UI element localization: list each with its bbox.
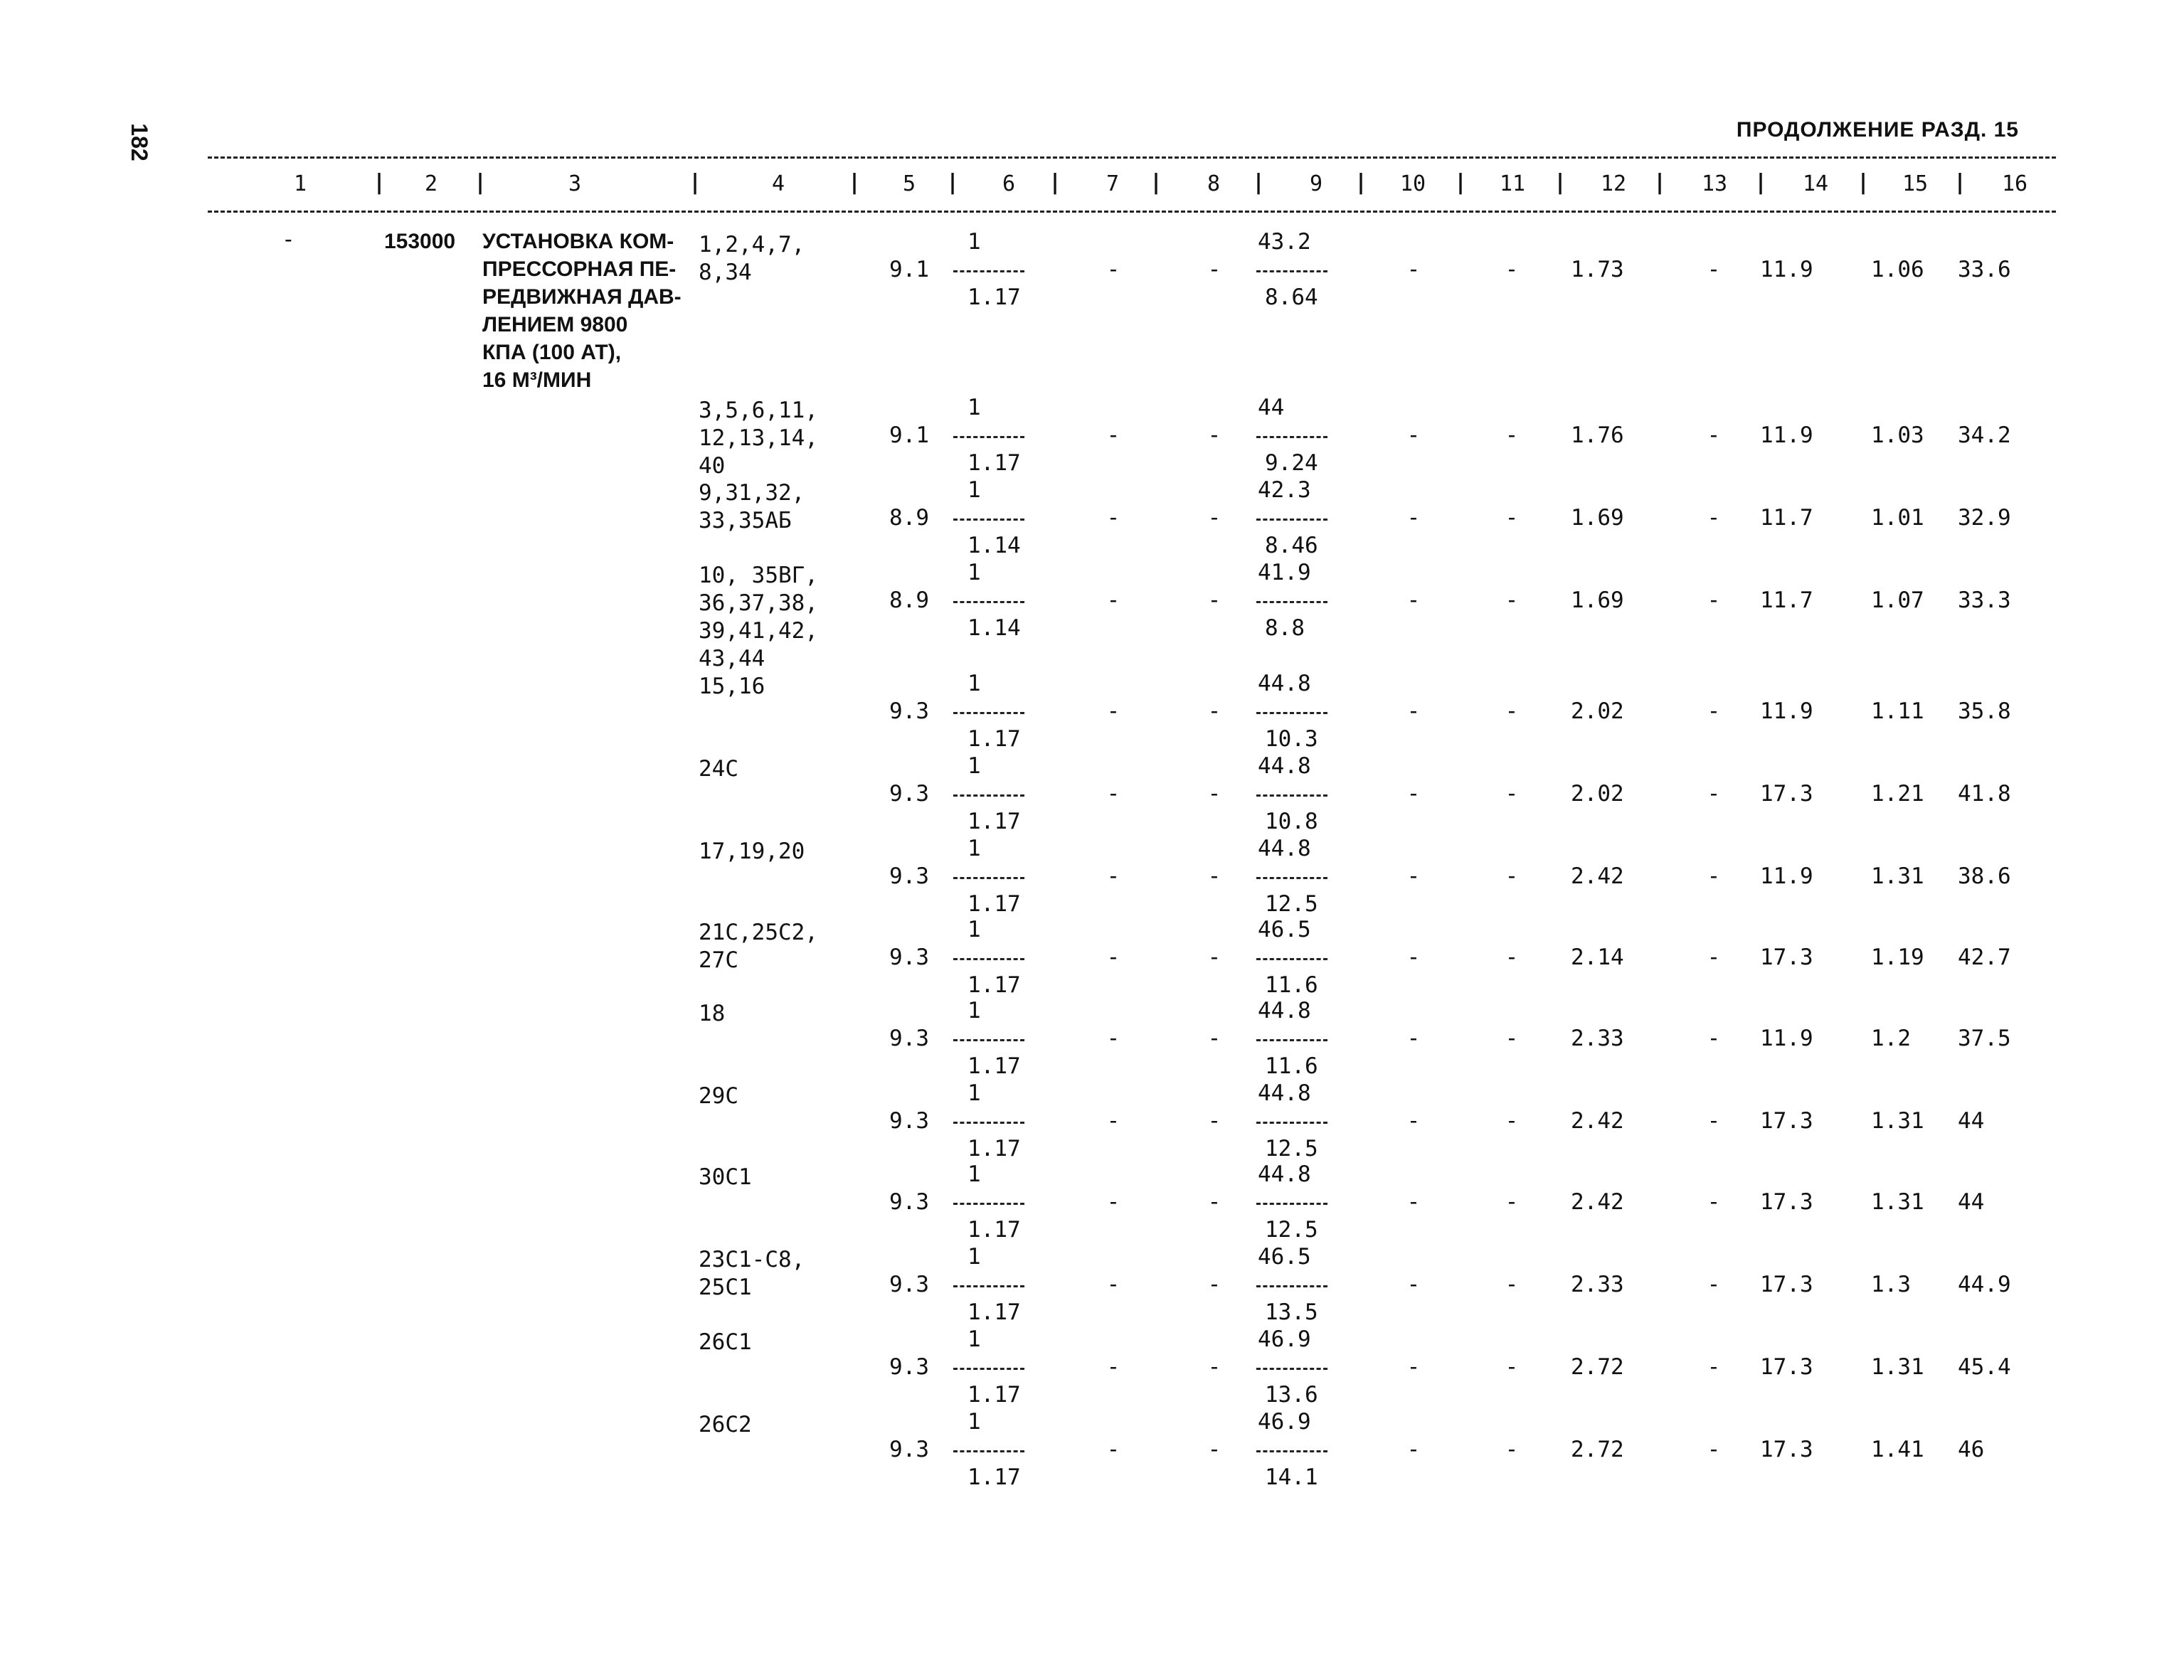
- cell-col10: -: [1406, 505, 1421, 531]
- cell-col10: -: [1406, 1026, 1421, 1051]
- cell-col11: -: [1505, 1108, 1519, 1134]
- cell-col11: -: [1505, 945, 1519, 970]
- cell-col6-numerator: 1: [968, 1327, 981, 1352]
- cell-col8: -: [1207, 1437, 1221, 1462]
- cell-col10: -: [1406, 588, 1421, 613]
- cell-col10: -: [1406, 1189, 1421, 1215]
- cell-col6-numerator: 1: [968, 836, 981, 861]
- cell-col9-denominator: 11.6: [1265, 972, 1318, 998]
- column-separator: |: [1954, 170, 1967, 195]
- cell-col13: -: [1707, 505, 1721, 531]
- cell-col14: 17.3: [1760, 1189, 1813, 1215]
- item-col1: -: [282, 227, 295, 252]
- cell-col5: 9.3: [889, 863, 929, 889]
- cell-col6-numerator: 1: [968, 395, 981, 420]
- cell-col11: -: [1505, 422, 1519, 448]
- fraction-line: [953, 436, 1024, 438]
- cell-col16: 33.3: [1958, 588, 2011, 613]
- column-separator: |: [1355, 170, 1368, 195]
- cell-col16: 42.7: [1958, 945, 2011, 970]
- cell-col8: -: [1207, 505, 1221, 531]
- cell-col5: 8.9: [889, 505, 929, 531]
- column-number-15: 15: [1902, 171, 1929, 196]
- cell-col14: 11.7: [1760, 505, 1813, 531]
- fraction-line: [1256, 794, 1327, 797]
- cell-col8: -: [1207, 781, 1221, 807]
- header-top-rule: [208, 156, 2056, 159]
- column-separator: |: [474, 170, 487, 195]
- cell-col9-denominator: 8.64: [1265, 285, 1318, 310]
- cell-col6-numerator: 1: [968, 753, 981, 779]
- cell-col6-denominator: 1.17: [968, 450, 1021, 476]
- cell-col9-numerator: 44.8: [1258, 836, 1311, 861]
- cell-col11: -: [1505, 781, 1519, 807]
- cell-col13: -: [1707, 1108, 1721, 1134]
- cell-col5: 9.1: [889, 422, 929, 448]
- cell-col9-numerator: 44: [1258, 395, 1285, 420]
- cell-col10: -: [1406, 1108, 1421, 1134]
- cell-col13: -: [1707, 1437, 1721, 1462]
- cell-col11: -: [1505, 505, 1519, 531]
- cell-col5: 9.3: [889, 1108, 929, 1134]
- cell-col16: 46: [1958, 1437, 1985, 1462]
- cell-col11: -: [1505, 1272, 1519, 1297]
- item-name-line: ЛЕНИЕМ 9800: [482, 313, 628, 336]
- cell-col7: -: [1106, 781, 1120, 807]
- cell-col7: -: [1106, 945, 1120, 970]
- fraction-line: [1256, 519, 1327, 521]
- row-label: 3,5,6,11,: [699, 398, 818, 423]
- cell-col10: -: [1406, 945, 1421, 970]
- fraction-line: [1256, 601, 1327, 603]
- cell-col15: 1.21: [1871, 781, 1924, 807]
- cell-col14: 17.3: [1760, 781, 1813, 807]
- cell-col15: 1.31: [1871, 1189, 1924, 1215]
- cell-col6-denominator: 1.17: [968, 1299, 1021, 1325]
- cell-col15: 1.11: [1871, 698, 1924, 724]
- cell-col7: -: [1106, 1026, 1120, 1051]
- cell-col10: -: [1406, 781, 1421, 807]
- cell-col16: 44: [1958, 1108, 1985, 1134]
- cell-col9-denominator: 12.5: [1265, 891, 1318, 917]
- cell-col6-denominator: 1.17: [968, 1136, 1021, 1161]
- cell-col12: 1.69: [1571, 505, 1624, 531]
- cell-col14: 11.7: [1760, 588, 1813, 613]
- cell-col8: -: [1207, 588, 1221, 613]
- row-label: 36,37,38,: [699, 590, 818, 616]
- column-separator: |: [373, 170, 386, 195]
- cell-col8: -: [1207, 1026, 1221, 1051]
- row-label: 25С1: [699, 1275, 752, 1300]
- cell-col14: 17.3: [1760, 945, 1813, 970]
- cell-col15: 1.3: [1871, 1272, 1911, 1297]
- cell-col9-numerator: 46.5: [1258, 1244, 1311, 1270]
- column-number-4: 4: [771, 171, 785, 196]
- cell-col9-numerator: 43.2: [1258, 229, 1311, 255]
- cell-col7: -: [1106, 863, 1120, 889]
- cell-col16: 37.5: [1958, 1026, 2011, 1051]
- cell-col14: 11.9: [1760, 698, 1813, 724]
- cell-col16: 44: [1958, 1189, 1985, 1215]
- cell-col9-numerator: 44.8: [1258, 998, 1311, 1024]
- cell-col13: -: [1707, 422, 1721, 448]
- row-label: 1,2,4,7,: [699, 232, 805, 257]
- cell-col9-denominator: 10.8: [1265, 809, 1318, 834]
- row-label: 15,16: [699, 674, 765, 699]
- cell-col6-denominator: 1.17: [968, 1464, 1021, 1490]
- cell-col7: -: [1106, 505, 1120, 531]
- fraction-line: [953, 712, 1024, 714]
- fraction-line: [953, 1450, 1024, 1452]
- cell-col6-numerator: 1: [968, 917, 981, 942]
- cell-col13: -: [1707, 1189, 1721, 1215]
- fraction-line: [1256, 877, 1327, 879]
- column-number-3: 3: [568, 171, 582, 196]
- row-label: 30С1: [699, 1164, 752, 1190]
- cell-col15: 1.03: [1871, 422, 1924, 448]
- cell-col6-numerator: 1: [968, 1409, 981, 1435]
- cell-col10: -: [1406, 1354, 1421, 1380]
- cell-col9-denominator: 10.3: [1265, 726, 1318, 752]
- cell-col7: -: [1106, 1189, 1120, 1215]
- cell-col12: 2.02: [1571, 698, 1624, 724]
- cell-col13: -: [1707, 863, 1721, 889]
- cell-col14: 17.3: [1760, 1272, 1813, 1297]
- header-bottom-rule: [208, 211, 2056, 213]
- cell-col9-denominator: 12.5: [1265, 1217, 1318, 1243]
- cell-col16: 34.2: [1958, 422, 2011, 448]
- cell-col13: -: [1707, 257, 1721, 282]
- fraction-line: [953, 877, 1024, 879]
- cell-col8: -: [1207, 1189, 1221, 1215]
- cell-col5: 9.3: [889, 1026, 929, 1051]
- item-name: [482, 228, 682, 394]
- row-label: 43,44: [699, 646, 765, 671]
- cell-col5: 9.1: [889, 257, 929, 282]
- cell-col12: 2.33: [1571, 1272, 1624, 1297]
- fraction-line: [953, 270, 1024, 272]
- column-separator: |: [946, 170, 960, 195]
- row-label: 24С: [699, 756, 738, 782]
- fraction-line: [1256, 1450, 1327, 1452]
- cell-col13: -: [1707, 698, 1721, 724]
- cell-col12: 2.14: [1571, 945, 1624, 970]
- cell-col9-denominator: 8.8: [1265, 615, 1305, 641]
- cell-col9-numerator: 44.8: [1258, 671, 1311, 696]
- cell-col6-numerator: 1: [968, 1080, 981, 1106]
- fraction-line: [1256, 712, 1327, 714]
- column-separator: |: [1454, 170, 1468, 195]
- cell-col9-numerator: 44.8: [1258, 753, 1311, 779]
- cell-col9-numerator: 42.3: [1258, 477, 1311, 503]
- cell-col15: 1.41: [1871, 1437, 1924, 1462]
- cell-col8: -: [1207, 1354, 1221, 1380]
- cell-col9-numerator: 44.8: [1258, 1161, 1311, 1187]
- cell-col13: -: [1707, 588, 1721, 613]
- cell-col6-denominator: 1.17: [968, 1217, 1021, 1243]
- cell-col9-numerator: 41.9: [1258, 560, 1311, 585]
- cell-col16: 44.9: [1958, 1272, 2011, 1297]
- cell-col10: -: [1406, 257, 1421, 282]
- column-number-9: 9: [1309, 171, 1323, 196]
- cell-col6-numerator: 1: [968, 229, 981, 255]
- cell-col16: 45.4: [1958, 1354, 2011, 1380]
- cell-col12: 2.72: [1571, 1354, 1624, 1380]
- cell-col6-numerator: 1: [968, 560, 981, 585]
- fraction-line: [1256, 436, 1327, 438]
- row-label: 10, 35ВГ,: [699, 563, 818, 588]
- cell-col5: 9.3: [889, 1272, 929, 1297]
- column-number-7: 7: [1106, 171, 1120, 196]
- section-header: ПРОДОЛЖЕНИЕ РАЗД. 15: [1736, 118, 2019, 142]
- row-label: 39,41,42,: [699, 618, 818, 644]
- column-number-2: 2: [424, 171, 438, 196]
- row-label: 40: [699, 453, 726, 479]
- fraction-line: [1256, 270, 1327, 272]
- cell-col10: -: [1406, 863, 1421, 889]
- cell-col13: -: [1707, 781, 1721, 807]
- cell-col11: -: [1505, 1354, 1519, 1380]
- item-name-line: УСТАНОВКА КОМ-: [482, 230, 674, 253]
- column-number-12: 12: [1600, 171, 1627, 196]
- row-label: 8,34: [699, 260, 752, 285]
- cell-col5: 9.3: [889, 945, 929, 970]
- cell-col15: 1.31: [1871, 863, 1924, 889]
- cell-col6-denominator: 1.17: [968, 972, 1021, 998]
- item-name-line: ПРЕССОРНАЯ ПЕ-: [482, 257, 677, 281]
- cell-col10: -: [1406, 698, 1421, 724]
- column-number-1: 1: [293, 171, 307, 196]
- column-separator: |: [1049, 170, 1062, 195]
- cell-col8: -: [1207, 1108, 1221, 1134]
- column-number-13: 13: [1701, 171, 1728, 196]
- cell-col13: -: [1707, 1026, 1721, 1051]
- fraction-line: [953, 1368, 1024, 1370]
- cell-col12: 2.72: [1571, 1437, 1624, 1462]
- cell-col16: 33.6: [1958, 257, 2011, 282]
- cell-col10: -: [1406, 422, 1421, 448]
- cell-col7: -: [1106, 1437, 1120, 1462]
- fraction-line: [953, 1285, 1024, 1287]
- cell-col8: -: [1207, 1272, 1221, 1297]
- cell-col8: -: [1207, 945, 1221, 970]
- cell-col7: -: [1106, 1354, 1120, 1380]
- page-number: 182: [127, 123, 152, 161]
- cell-col8: -: [1207, 698, 1221, 724]
- cell-col11: -: [1505, 1437, 1519, 1462]
- cell-col6-numerator: 1: [968, 1161, 981, 1187]
- cell-col12: 2.42: [1571, 1108, 1624, 1134]
- cell-col8: -: [1207, 863, 1221, 889]
- cell-col7: -: [1106, 1272, 1120, 1297]
- cell-col6-numerator: 1: [968, 477, 981, 503]
- fraction-line: [953, 519, 1024, 521]
- cell-col15: 1.01: [1871, 505, 1924, 531]
- fraction-line: [953, 794, 1024, 797]
- row-label: 26С2: [699, 1412, 752, 1437]
- cell-col6-numerator: 1: [968, 1244, 981, 1270]
- cell-col14: 17.3: [1760, 1354, 1813, 1380]
- cell-col5: 9.3: [889, 698, 929, 724]
- item-name-line: РЕДВИЖНАЯ ДАВ-: [482, 285, 682, 309]
- cell-col5: 9.3: [889, 781, 929, 807]
- column-number-10: 10: [1399, 171, 1426, 196]
- cell-col14: 11.9: [1760, 422, 1813, 448]
- cell-col9-denominator: 9.24: [1265, 450, 1318, 476]
- column-number-8: 8: [1207, 171, 1221, 196]
- cell-col15: 1.2: [1871, 1026, 1911, 1051]
- cell-col6-denominator: 1.17: [968, 285, 1021, 310]
- cell-col11: -: [1505, 257, 1519, 282]
- row-label: 27С: [699, 947, 738, 973]
- column-separator: |: [848, 170, 862, 195]
- cell-col7: -: [1106, 588, 1120, 613]
- row-label: 18: [699, 1001, 726, 1026]
- column-separator: |: [1857, 170, 1870, 195]
- cell-col7: -: [1106, 257, 1120, 282]
- cell-col14: 17.3: [1760, 1437, 1813, 1462]
- column-number-11: 11: [1499, 171, 1526, 196]
- item-name-line: КПА (100 АТ),: [482, 341, 622, 364]
- cell-col12: 1.76: [1571, 422, 1624, 448]
- fraction-line: [1256, 1039, 1327, 1041]
- cell-col11: -: [1505, 863, 1519, 889]
- cell-col9-denominator: 13.6: [1265, 1382, 1318, 1408]
- fraction-line: [1256, 1368, 1327, 1370]
- cell-col10: -: [1406, 1437, 1421, 1462]
- row-label: 29С: [699, 1083, 738, 1109]
- cell-col9-numerator: 44.8: [1258, 1080, 1311, 1106]
- cell-col6-numerator: 1: [968, 998, 981, 1024]
- cell-col7: -: [1106, 698, 1120, 724]
- cell-col13: -: [1707, 1354, 1721, 1380]
- cell-col12: 2.42: [1571, 1189, 1624, 1215]
- row-label: 33,35АБ: [699, 508, 792, 533]
- row-label: 26С1: [699, 1329, 752, 1355]
- item-code: 153000: [384, 230, 456, 253]
- cell-col16: 38.6: [1958, 863, 2011, 889]
- cell-col14: 11.9: [1760, 257, 1813, 282]
- fraction-line: [1256, 1285, 1327, 1287]
- cell-col11: -: [1505, 1189, 1519, 1215]
- cell-col11: -: [1505, 588, 1519, 613]
- cell-col16: 32.9: [1958, 505, 2011, 531]
- fraction-line: [1256, 958, 1327, 960]
- cell-col7: -: [1106, 422, 1120, 448]
- item-name-line: 16 М³/МИН: [482, 368, 592, 392]
- cell-col10: -: [1406, 1272, 1421, 1297]
- cell-col9-denominator: 12.5: [1265, 1136, 1318, 1161]
- column-separator: |: [1554, 170, 1567, 195]
- fraction-line: [953, 601, 1024, 603]
- fraction-line: [1256, 1203, 1327, 1205]
- column-number-6: 6: [1002, 171, 1016, 196]
- row-label: 12,13,14,: [699, 425, 818, 451]
- cell-col14: 17.3: [1760, 1108, 1813, 1134]
- column-separator: |: [1754, 170, 1768, 195]
- cell-col13: -: [1707, 1272, 1721, 1297]
- cell-col9-denominator: 14.1: [1265, 1464, 1318, 1490]
- cell-col5: 9.3: [889, 1354, 929, 1380]
- cell-col6-denominator: 1.14: [968, 615, 1021, 641]
- column-separator: |: [1653, 170, 1667, 195]
- cell-col15: 1.19: [1871, 945, 1924, 970]
- cell-col9-denominator: 8.46: [1265, 533, 1318, 558]
- column-number-16: 16: [2001, 171, 2028, 196]
- cell-col9-numerator: 46.5: [1258, 917, 1311, 942]
- cell-col6-denominator: 1.17: [968, 809, 1021, 834]
- cell-col6-denominator: 1.17: [968, 891, 1021, 917]
- column-separator: |: [1252, 170, 1266, 195]
- cell-col9-denominator: 13.5: [1265, 1299, 1318, 1325]
- cell-col12: 2.02: [1571, 781, 1624, 807]
- column-number-5: 5: [902, 171, 916, 196]
- cell-col5: 9.3: [889, 1189, 929, 1215]
- cell-col9-numerator: 46.9: [1258, 1327, 1311, 1352]
- cell-col11: -: [1505, 1026, 1519, 1051]
- cell-col7: -: [1106, 1108, 1120, 1134]
- fraction-line: [953, 958, 1024, 960]
- column-number-14: 14: [1802, 171, 1829, 196]
- cell-col15: 1.06: [1871, 257, 1924, 282]
- cell-col11: -: [1505, 698, 1519, 724]
- cell-col12: 1.69: [1571, 588, 1624, 613]
- cell-col15: 1.31: [1871, 1354, 1924, 1380]
- cell-col9-denominator: 11.6: [1265, 1053, 1318, 1079]
- cell-col5: 9.3: [889, 1437, 929, 1462]
- row-label: 9,31,32,: [699, 480, 805, 506]
- cell-col13: -: [1707, 945, 1721, 970]
- cell-col15: 1.07: [1871, 588, 1924, 613]
- fraction-line: [953, 1122, 1024, 1124]
- cell-col9-numerator: 46.9: [1258, 1409, 1311, 1435]
- fraction-line: [953, 1039, 1024, 1041]
- cell-col8: -: [1207, 257, 1221, 282]
- cell-col14: 11.9: [1760, 1026, 1813, 1051]
- cell-col12: 2.42: [1571, 863, 1624, 889]
- cell-col16: 41.8: [1958, 781, 2011, 807]
- cell-col14: 11.9: [1760, 863, 1813, 889]
- cell-col12: 1.73: [1571, 257, 1624, 282]
- cell-col6-denominator: 1.17: [968, 1053, 1021, 1079]
- cell-col6-denominator: 1.17: [968, 1382, 1021, 1408]
- cell-col16: 35.8: [1958, 698, 2011, 724]
- cell-col15: 1.31: [1871, 1108, 1924, 1134]
- cell-col12: 2.33: [1571, 1026, 1624, 1051]
- column-separator: |: [689, 170, 702, 195]
- fraction-line: [1256, 1122, 1327, 1124]
- fraction-line: [953, 1203, 1024, 1205]
- cell-col8: -: [1207, 422, 1221, 448]
- row-label: 17,19,20: [699, 839, 805, 864]
- cell-col5: 8.9: [889, 588, 929, 613]
- row-label: 23С1-С8,: [699, 1247, 805, 1272]
- row-label: 21С,25С2,: [699, 920, 818, 945]
- cell-col6-denominator: 1.14: [968, 533, 1021, 558]
- cell-col6-denominator: 1.17: [968, 726, 1021, 752]
- cell-col6-numerator: 1: [968, 671, 981, 696]
- column-separator: |: [1150, 170, 1163, 195]
